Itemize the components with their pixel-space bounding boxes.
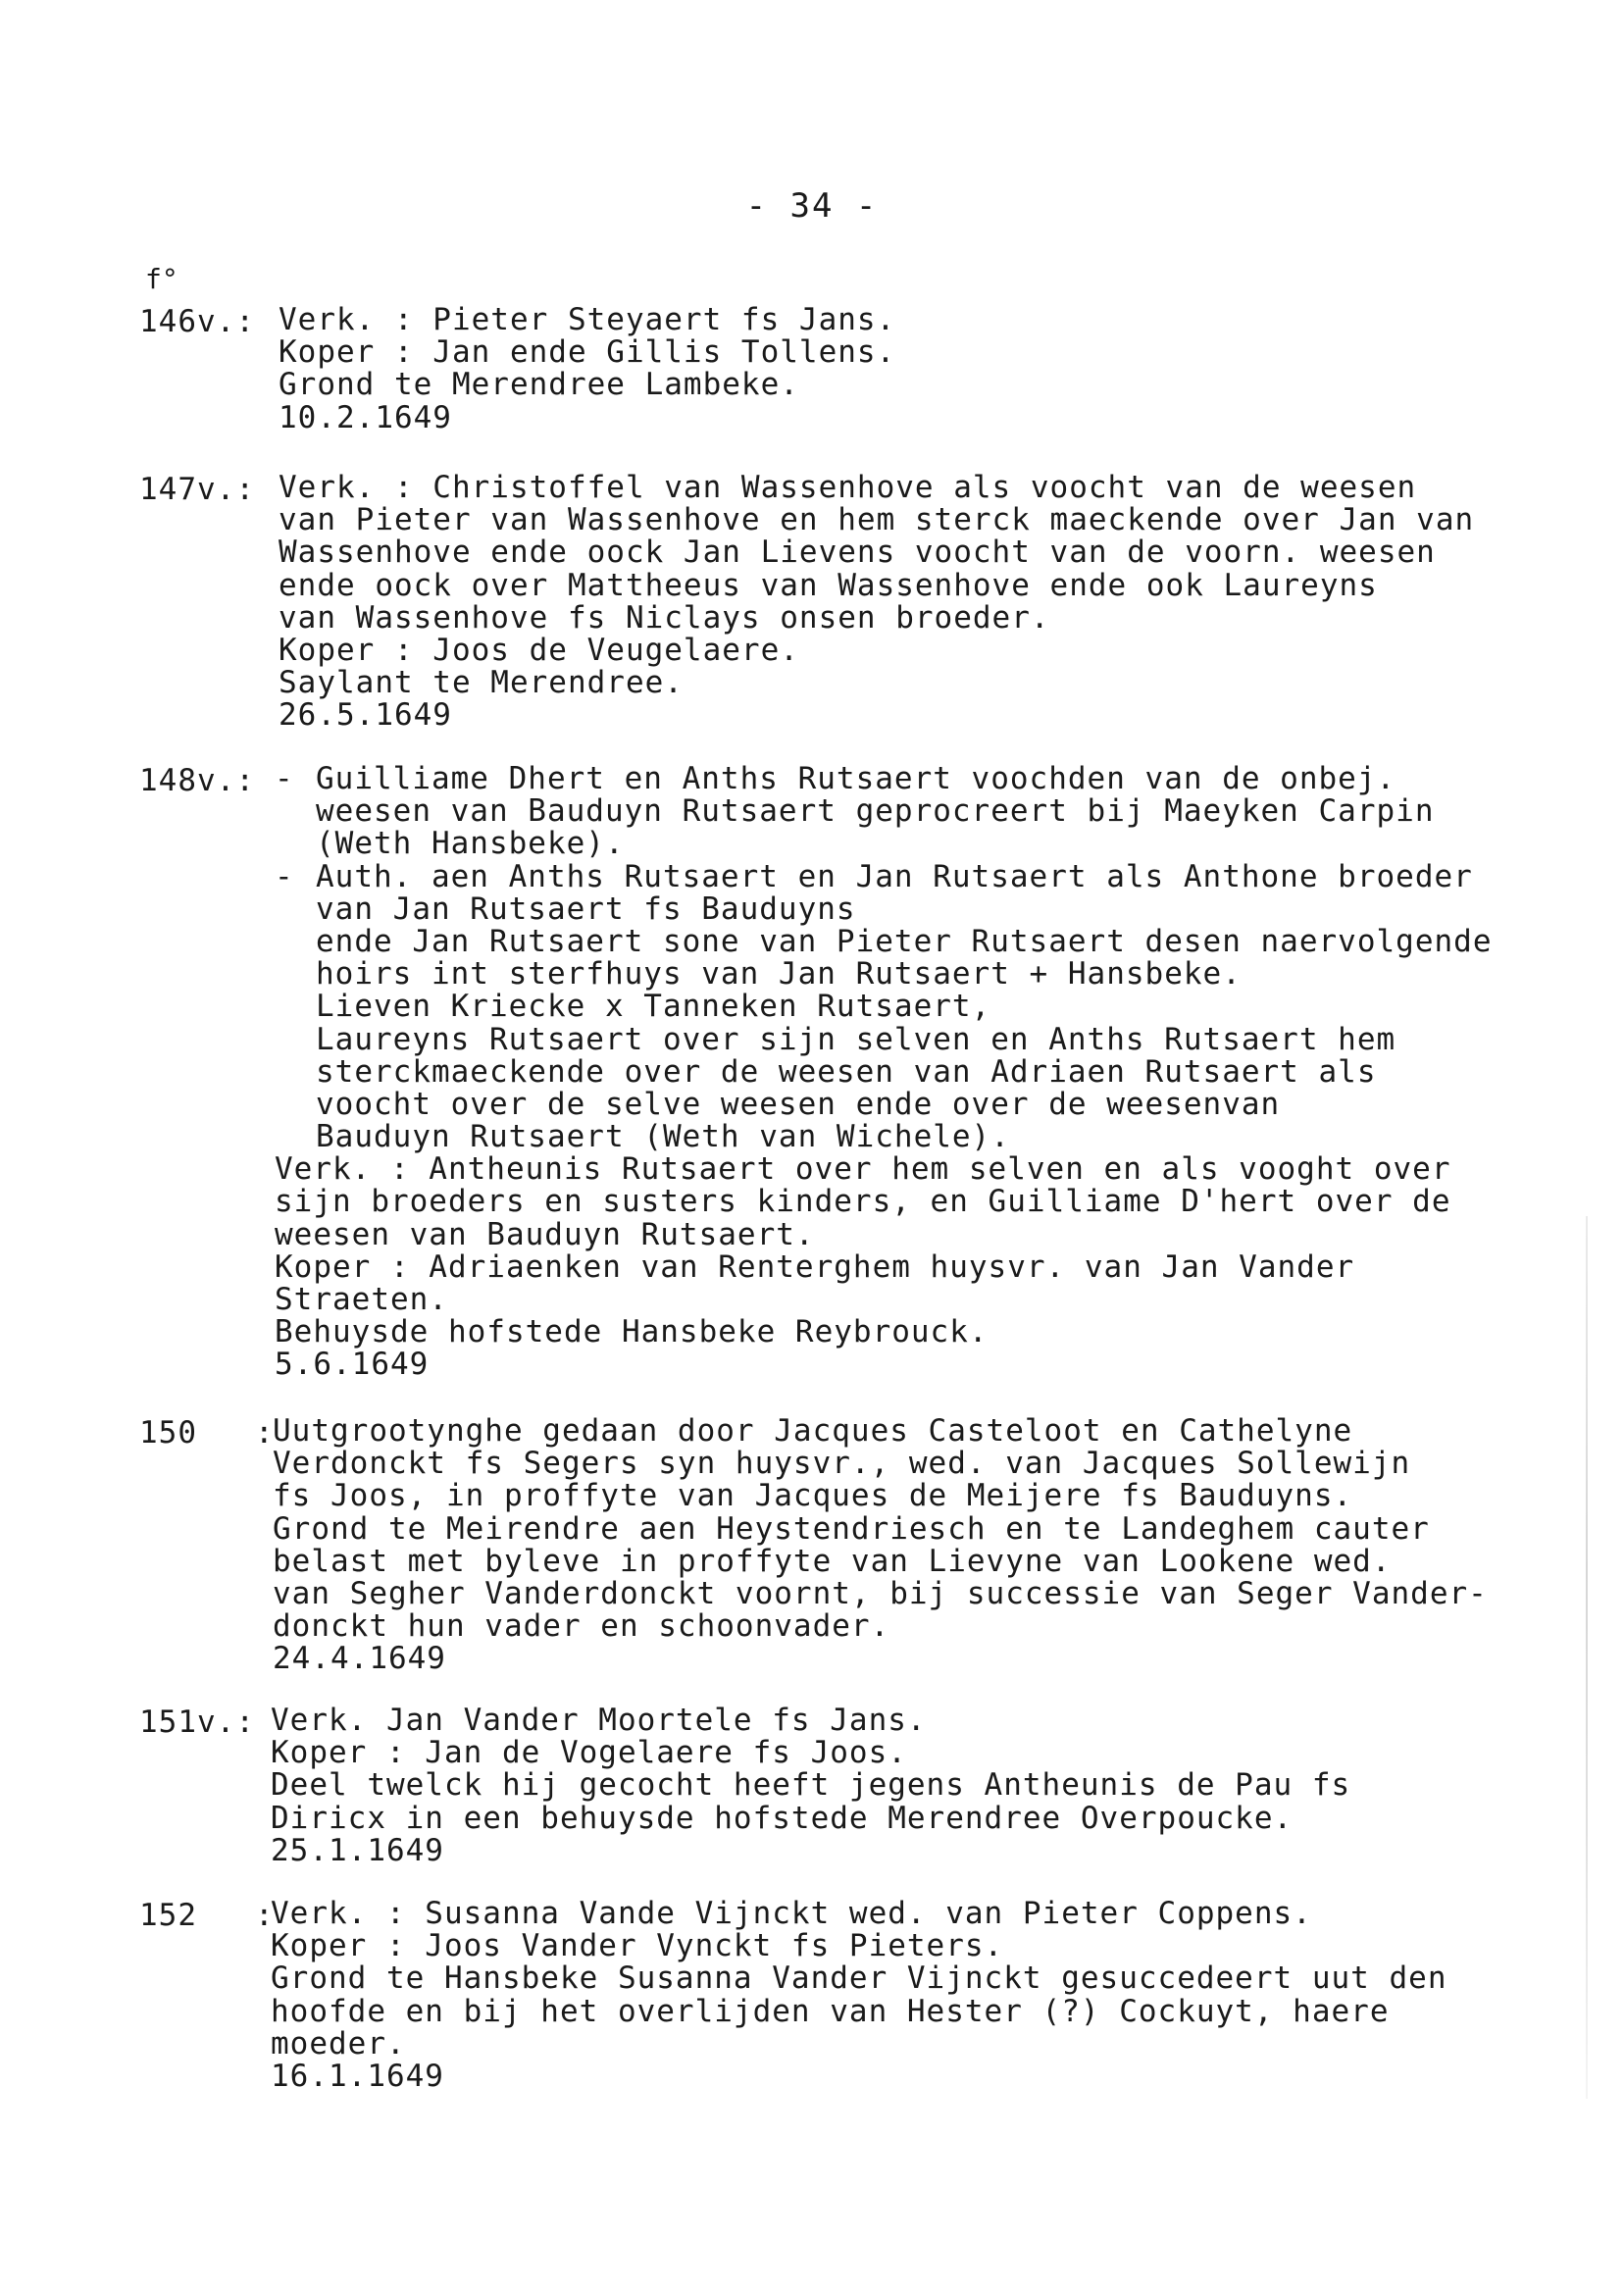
entry-line: Verk. : Antheunis Rutsaert over hem selven en als vooght over <box>275 1151 1451 1188</box>
entry-line: 24.4.1649 <box>273 1641 446 1677</box>
bullet-dash: - <box>275 858 294 894</box>
entry-line: Koper : Joos de Veugelaere. <box>279 632 799 668</box>
folio-label: 150 : <box>139 1415 275 1451</box>
entry-line: Saylant te Merendree. <box>279 665 684 701</box>
entry-line: hoirs int sterfhuys van Jan Rutsaert + Hansbeke. <box>316 956 1242 993</box>
entry-line: Diricx in een behuysde hofstede Merendree Overpoucke. <box>271 1800 1294 1836</box>
entry-line: Grond te Hansbeke Susanna Vander Vijnckt gesuccedeert uut den <box>271 1960 1447 1997</box>
entry-body <box>279 304 1585 434</box>
entry-line: Koper : Adriaenken van Renterghem huysvr. van Jan Vander <box>275 1248 1355 1285</box>
entry-body <box>279 472 1585 733</box>
entry-line: Grond te Merendree Lambeke. <box>279 367 799 403</box>
entry-line: Wassenhove ende oock Jan Lievens voocht van de voorn. weesen <box>279 535 1436 571</box>
entry-line: Laureyns Rutsaert over sijn selven en Anths Rutsaert hem <box>316 1021 1396 1057</box>
entry-line: ende oock over Mattheeus van Wassenhove ende ook Laureyns <box>279 567 1378 603</box>
entry-line: 25.1.1649 <box>271 1832 444 1868</box>
entry-line: van Jan Rutsaert fs Bauduyns <box>316 891 856 927</box>
entry-line: fs Joos, in proffyte van Jacques de Meijere fs Bauduyns. <box>273 1478 1353 1514</box>
entry-line: Koper : Jan de Vogelaere fs Joos. <box>271 1735 907 1771</box>
entry-line: donckt hun vader en schoonvader. <box>273 1608 890 1645</box>
entry-line: weesen van Bauduyn Rutsaert. <box>275 1216 815 1252</box>
entry-line: Koper : Joos Vander Vynckt fs Pieters. <box>271 1928 1004 1964</box>
entry-line: Uutgrootynghe gedaan door Jacques Casteloot en Cathelyne <box>273 1413 1353 1449</box>
entry-line: van Wassenhove fs Niclays onsen broeder. <box>279 599 1050 636</box>
folio-marker: f° <box>145 263 178 295</box>
entry-body <box>271 1705 1585 1867</box>
line-text: Guilliame Dhert en Anths Rutsaert voochden van de onbej. <box>316 761 1396 796</box>
folio-label: 147v.: <box>139 472 255 507</box>
entry-line <box>275 858 1585 894</box>
entry-line: sijn broeders en susters kinders, en Guilliame D'hert over de <box>275 1184 1451 1220</box>
scan-edge-mark <box>1586 1216 1588 2099</box>
entry-line: Lieven Kriecke x Tanneken Rutsaert, <box>316 989 991 1025</box>
entry-line: van Pieter van Wassenhove en hem sterck maeckende over Jan van <box>279 502 1475 538</box>
entry-line: Behuysde hofstede Hansbeke Reybrouck. <box>275 1314 989 1350</box>
entry-line: Bauduyn Rutsaert (Weth van Wichele). <box>316 1119 1010 1155</box>
entry-line: 16.1.1649 <box>271 2058 444 2094</box>
entry-line: Verdonckt fs Segers syn huysvr., wed. van Jacques Sollewijn <box>273 1446 1411 1482</box>
entry-line: 26.5.1649 <box>279 697 452 734</box>
entry-line: Straeten. <box>275 1282 448 1317</box>
entry-body <box>271 1898 1585 2093</box>
folio-label: 152 : <box>139 1898 275 1933</box>
folio-label: 146v.: <box>139 304 255 339</box>
entry-body <box>275 763 1585 1382</box>
entry-line: Koper : Jan ende Gillis Tollens. <box>279 334 896 371</box>
entry-line: ende Jan Rutsaert sone van Pieter Rutsaert desen naervolgende <box>316 923 1493 959</box>
folio-label: 148v.: <box>139 763 255 798</box>
entry-line: hoofde en bij het overlijden van Hester (?) Cockuyt, haere <box>271 1993 1390 2029</box>
entry-line: (Weth Hansbeke). <box>316 826 625 862</box>
entry-line: Grond te Meirendre aen Heystendriesch en te Landeghem cauter <box>273 1510 1430 1547</box>
entry-line: 10.2.1649 <box>279 399 452 435</box>
entry-line: Deel twelck hij gecocht heeft jegens Antheunis de Pau fs <box>271 1767 1351 1804</box>
entry-body <box>273 1415 1585 1676</box>
page-number: - 34 - <box>745 186 879 226</box>
entry-line: van Segher Vanderdonckt voornt, bij successie van Seger Vander- <box>273 1575 1488 1611</box>
entry-line: weesen van Bauduyn Rutsaert geprocreert bij Maeyken Carpin <box>316 793 1435 830</box>
entry-line: belast met byleve in proffyte van Lievyne van Lookene wed. <box>273 1543 1392 1579</box>
entry-line: 5.6.1649 <box>275 1347 430 1383</box>
entry-line: Verk. : Pieter Steyaert fs Jans. <box>279 302 896 337</box>
entry-line: moeder. <box>271 2025 406 2062</box>
entry-line: voocht over de selve weesen ende over de weesenvan <box>316 1086 1281 1122</box>
entry-line: Verk. Jan Vander Moortele fs Jans. <box>271 1703 927 1738</box>
entry-line: Verk. : Christoffel van Wassenhove als voocht van de weesen <box>279 470 1417 505</box>
entry-line: sterckmaeckende over de weesen van Adriaen Rutsaert als <box>316 1053 1377 1090</box>
entry-line: Verk. : Susanna Vande Vijnckt wed. van Pieter Coppens. <box>271 1896 1312 1931</box>
folio-label: 151v.: <box>139 1705 255 1740</box>
entry-line <box>275 763 1585 795</box>
line-text: Auth. aen Anths Rutsaert en Jan Rutsaert als Anthone broeder <box>316 858 1473 894</box>
bullet-dash: - <box>275 761 294 796</box>
